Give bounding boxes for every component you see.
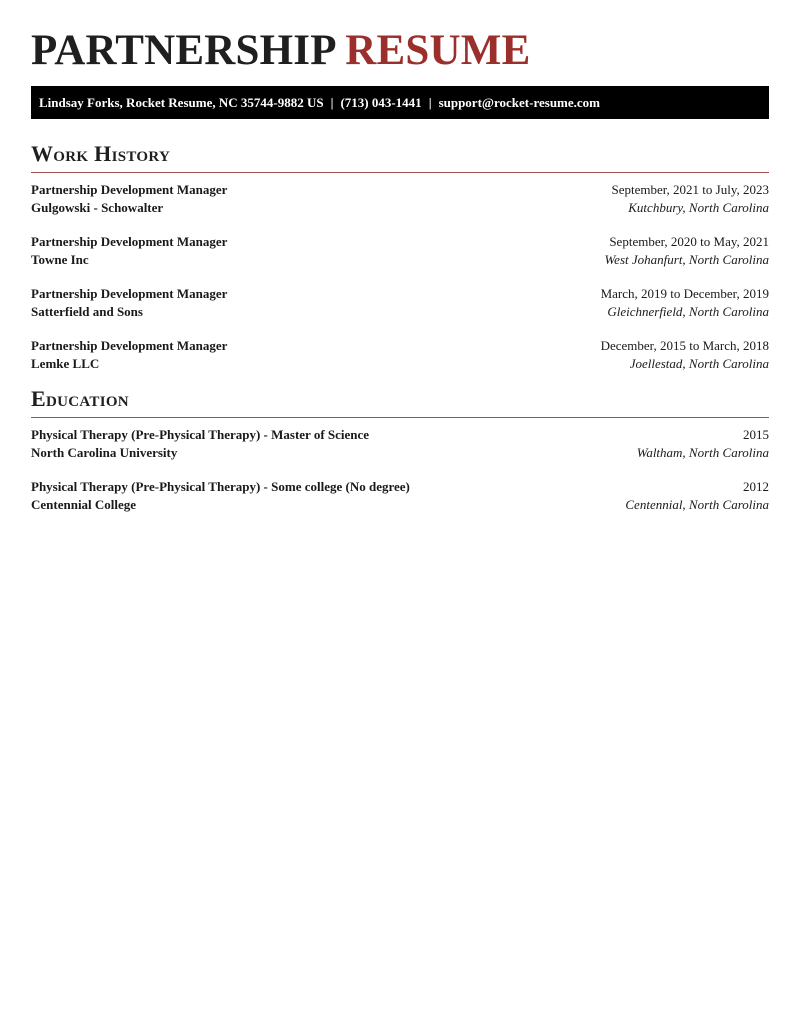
title-part-partnership: PARTNERSHIP — [31, 27, 335, 74]
job-dates: December, 2015 to March, 2018 — [600, 338, 769, 353]
work-entry — [31, 233, 769, 269]
contact-bar — [31, 86, 769, 119]
contact-separator: | — [330, 95, 334, 110]
graduation-year: 2015 — [743, 427, 769, 442]
graduation-year: 2012 — [743, 479, 769, 494]
education-list — [31, 418, 769, 514]
job-title: Partnership Development Manager — [31, 338, 228, 353]
job-title: Partnership Development Manager — [31, 286, 228, 301]
work-entry — [31, 285, 769, 321]
company-name: Lemke LLC — [31, 356, 100, 371]
school-name: North Carolina University — [31, 445, 178, 460]
contact-separator: | — [428, 95, 432, 110]
school-location: Centennial, North Carolina — [625, 497, 769, 512]
degree-name: Physical Therapy (Pre-Physical Therapy) - Some college (No degree) — [31, 479, 410, 494]
work-history-heading: Work History — [31, 141, 769, 173]
school-location: Waltham, North Carolina — [636, 445, 769, 460]
job-location: Joellestad, North Carolina — [629, 356, 769, 371]
work-entry — [31, 181, 769, 217]
job-location: West Johanfurt, North Carolina — [604, 252, 769, 267]
company-name: Towne Inc — [31, 252, 89, 267]
work-entry — [31, 337, 769, 373]
job-location: Kutchbury, North Carolina — [628, 200, 769, 215]
resume-title — [31, 0, 769, 75]
company-name: Gulgowski - Schowalter — [31, 200, 164, 215]
job-dates: September, 2021 to July, 2023 — [611, 182, 769, 197]
education-entry — [31, 426, 769, 462]
job-dates: March, 2019 to December, 2019 — [600, 286, 769, 301]
education-heading: Education — [31, 386, 769, 418]
work-history-list — [31, 173, 769, 373]
job-title: Partnership Development Manager — [31, 234, 228, 249]
contact-email: support@rocket-resume.com — [438, 95, 601, 110]
job-location: Gleichnerfield, North Carolina — [607, 304, 769, 319]
title-part-resume: RESUME — [345, 27, 531, 74]
school-name: Centennial College — [31, 497, 137, 512]
degree-name: Physical Therapy (Pre-Physical Therapy) - Master of Science — [31, 427, 370, 442]
job-dates: September, 2020 to May, 2021 — [609, 234, 769, 249]
contact-phone: (713) 043-1441 — [340, 95, 422, 110]
job-title: Partnership Development Manager — [31, 182, 228, 197]
company-name: Satterfield and Sons — [31, 304, 143, 319]
contact-address: Lindsay Forks, Rocket Resume, NC 35744-9882 US — [39, 95, 324, 110]
education-entry — [31, 478, 769, 514]
